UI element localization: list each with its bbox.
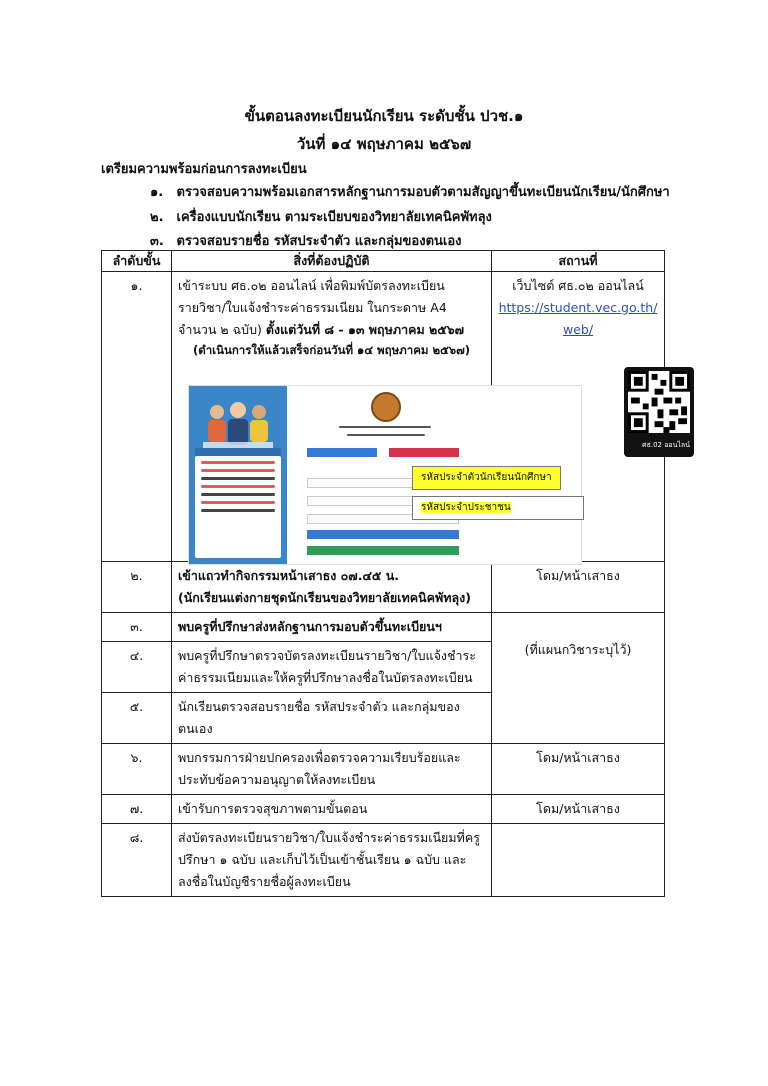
people-illustration-icon	[199, 394, 277, 454]
header-action: สิ่งที่ต้องปฏิบัติ	[172, 251, 492, 272]
step-text: เข้าระบบ ศธ.๐๒ ออนไลน์ เพื่อพิมพ์บัตรลงทะเบียนรายวิชา/ใบแจ้งชำระค่าธรรมเนียม ในกระดาษ A4 จำนวน ๒ ฉบับ)	[178, 278, 447, 337]
step-action: ส่งบัตรลงทะเบียนรายวิชา/ใบแจ้งชำระค่าธรรมเนียมที่ครูปรึกษา ๑ ฉบับ และเก็บไว้เป็นเข้าชั้นเรียน ๑ ฉบับ และลงชื่อในบัญชีรายชื่อผู้ลงทะเบียน	[172, 824, 492, 897]
table-row	[102, 613, 665, 642]
deadline-note: (ดำเนินการให้แล้วเสร็จก่อนวันที่ ๑๔ พฤษภาคม ๒๕๖๗)	[193, 343, 470, 357]
preparation-heading: เตรียมความพร้อมก่อนการลงทะเบียน	[101, 162, 307, 177]
step-number: ๖.	[102, 744, 172, 795]
college-logo	[371, 392, 401, 422]
step-number: ๓.	[102, 613, 172, 642]
item-text: เครื่องแบบนักเรียน ตามระเบียบของวิทยาลัยเทคนิคพัทลุง	[176, 210, 492, 225]
header-step: ลำดับขั้น	[102, 251, 172, 272]
item-text: ตรวจสอบความพร้อมเอกสารหลักฐานการมอบตัวตามสัญญาขึ้นทะเบียนนักเรียน/นักศึกษา	[176, 185, 670, 200]
step-action: พบครูที่ปรึกษาส่งหลักฐานการมอบตัวขึ้นทะเบียนฯ	[172, 613, 492, 642]
table-row	[102, 795, 665, 824]
table-row	[102, 562, 665, 613]
qr-code	[624, 367, 694, 457]
step-number: ๑.	[102, 272, 172, 562]
website-link[interactable]: https://student.vec.go.th/web/	[498, 300, 658, 337]
table-header-row	[102, 251, 665, 272]
step-place: (ที่แผนกวิชาระบุไว้)	[492, 613, 665, 744]
qr-code-icon	[628, 371, 690, 433]
step-number: ๘.	[102, 824, 172, 897]
step-action: พบกรรมการฝ่ายปกครองเพื่อตรวจความเรียบร้อยและประทับข้อความอนุญาตให้ลงทะเบียน	[172, 744, 492, 795]
table-row	[102, 272, 665, 562]
preparation-item	[150, 230, 462, 251]
login-student-button	[307, 448, 377, 457]
step-text: (นักเรียนแต่งกายชุดนักเรียนของวิทยาลัยเทคนิคพัทลุง)	[178, 590, 471, 605]
step-action	[172, 562, 492, 613]
item-number: ๑.	[150, 185, 164, 200]
step-place: โดม/หน้าเสาธง	[492, 562, 665, 613]
header-place: สถานที่	[492, 251, 665, 272]
login-button	[307, 530, 459, 539]
register-button	[307, 546, 459, 555]
callout-citizen-id: รหัสประจำประชาชน	[412, 496, 584, 520]
step-place: โดม/หน้าเสาธง	[492, 744, 665, 795]
step-date-range: ตั้งแต่วันที่ ๘ - ๑๓ พฤษภาคม ๒๕๖๗	[265, 322, 465, 337]
step-place	[492, 824, 665, 897]
step-place: โดม/หน้าเสาธง	[492, 795, 665, 824]
step-number: ๕.	[102, 693, 172, 744]
document-title: ขั้นตอนลงทะเบียนนักเรียน ระดับชั้น ปวช.๑	[244, 107, 524, 125]
step-action: เข้ารับการตรวจสุขภาพตามขั้นตอน	[172, 795, 492, 824]
step-action	[172, 272, 552, 562]
preparation-item	[150, 206, 492, 227]
step-number: ๒.	[102, 562, 172, 613]
steps-table	[101, 250, 690, 897]
item-number: ๓.	[150, 234, 164, 249]
step-action: นักเรียนตรวจสอบรายชื่อ รหัสประจำตัว และกลุ่มของตนเอง	[172, 693, 492, 744]
step-text: เข้าแถวทำกิจกรรมหน้าเสาธง ๐๗.๔๕ น.	[178, 568, 400, 583]
table-row	[102, 824, 665, 897]
place-text: เว็บไซต์ ศธ.๐๒ ออนไลน์	[512, 278, 644, 293]
item-text: ตรวจสอบรายชื่อ รหัสประจำตัว และกลุ่มของตนเอง	[176, 234, 462, 249]
preparation-item	[150, 181, 670, 202]
step-place	[492, 272, 690, 562]
step-number: ๗.	[102, 795, 172, 824]
login-info-card	[195, 456, 281, 558]
step-action: พบครูที่ปรึกษาตรวจบัตรลงทะเบียนรายวิชา/ใบแจ้งชำระค่าธรรมเนียมและให้ครูที่ปรึกษาลงชื่อในบัตรลงทะเบียน	[172, 642, 492, 693]
callout-student-id: รหัสประจำตัวนักเรียนนักศึกษา	[412, 466, 561, 490]
screenshot-sidebar	[189, 386, 287, 564]
item-number: ๒.	[150, 210, 164, 225]
qr-caption: ศธ.02 ออนไลน์	[642, 441, 690, 449]
step-number: ๔.	[102, 642, 172, 693]
table-row	[102, 744, 665, 795]
document-date: วันที่ ๑๔ พฤษภาคม ๒๕๖๗	[296, 135, 472, 153]
login-staff-button	[389, 448, 459, 457]
